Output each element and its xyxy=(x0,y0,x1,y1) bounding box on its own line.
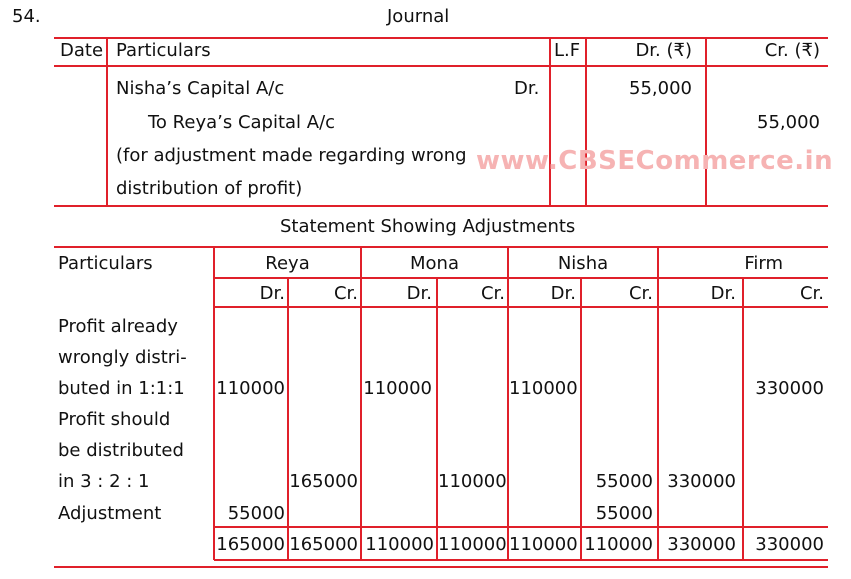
particulars-line: Adjustment xyxy=(58,503,162,524)
subheader-cr: Cr. xyxy=(333,283,358,304)
subheader-dr: Dr. xyxy=(259,283,285,304)
particulars-line: wrongly distri- xyxy=(58,347,187,368)
statement-header-particulars: Particulars xyxy=(58,253,153,274)
total-firm-dr: 330000 xyxy=(667,534,736,555)
should-nisha-cr: 55000 xyxy=(595,471,653,492)
wrong-firm-cr: 330000 xyxy=(755,378,824,399)
statement-title: Statement Showing Adjustments xyxy=(280,216,576,237)
party-header-nisha: Nisha xyxy=(557,253,609,274)
total-reya-dr: 165000 xyxy=(216,534,285,555)
total-mona-cr: 110000 xyxy=(438,534,507,555)
wrong-nisha-dr: 110000 xyxy=(509,378,578,399)
journal-narration-line1: (for adjustment made regarding wrong xyxy=(116,145,467,166)
wrong-reya-dr: 110000 xyxy=(216,378,285,399)
subheader-cr: Cr. xyxy=(480,283,505,304)
total-nisha-dr: 110000 xyxy=(509,534,578,555)
party-header-firm: Firm xyxy=(744,253,783,274)
journal-cr-amount: 55,000 xyxy=(757,112,820,133)
journal-dr-amount: 55,000 xyxy=(629,78,692,99)
journal-header-date: Date xyxy=(60,40,104,61)
journal-header-particulars: Particulars xyxy=(116,40,211,61)
total-firm-cr: 330000 xyxy=(755,534,824,555)
wrong-mona-dr: 110000 xyxy=(363,378,432,399)
subheader-dr: Dr. xyxy=(406,283,432,304)
journal-header-lf: L.F xyxy=(554,40,581,61)
journal-header-cr: Cr. (₹) xyxy=(764,40,820,61)
journal-header-dr: Dr. (₹) xyxy=(635,40,692,61)
particulars-line: buted in 1:1:1 xyxy=(58,378,185,399)
party-header-reya: Reya xyxy=(265,253,310,274)
adjustment-reya-dr: 55000 xyxy=(227,503,285,524)
party-header-mona: Mona xyxy=(410,253,459,274)
adjustment-nisha-cr: 55000 xyxy=(595,503,653,524)
particulars-line: in 3 : 2 : 1 xyxy=(58,471,150,492)
journal-credit-account: To Reya’s Capital A/c xyxy=(148,112,336,133)
watermark: www.CBSECommerce.in xyxy=(476,146,834,176)
should-reya-cr: 165000 xyxy=(289,471,358,492)
total-mona-dr: 110000 xyxy=(365,534,434,555)
journal-debit-account: Nisha’s Capital A/c xyxy=(116,78,285,99)
subheader-cr: Cr. xyxy=(628,283,653,304)
particulars-line: Profit should xyxy=(58,409,171,430)
particulars-line: Profit already xyxy=(58,316,178,337)
subheader-dr: Dr. xyxy=(550,283,576,304)
particulars-line: be distributed xyxy=(58,440,184,461)
should-mona-cr: 110000 xyxy=(438,471,507,492)
subheader-cr: Cr. xyxy=(799,283,824,304)
journal-title: Journal xyxy=(387,6,450,27)
total-nisha-cr: 110000 xyxy=(584,534,653,555)
journal-dr-marker: Dr. xyxy=(514,78,540,99)
question-number: 54. xyxy=(12,6,41,27)
total-reya-cr: 165000 xyxy=(289,534,358,555)
should-firm-dr: 330000 xyxy=(667,471,736,492)
subheader-dr: Dr. xyxy=(710,283,736,304)
journal-narration-line2: distribution of profit) xyxy=(116,178,303,199)
